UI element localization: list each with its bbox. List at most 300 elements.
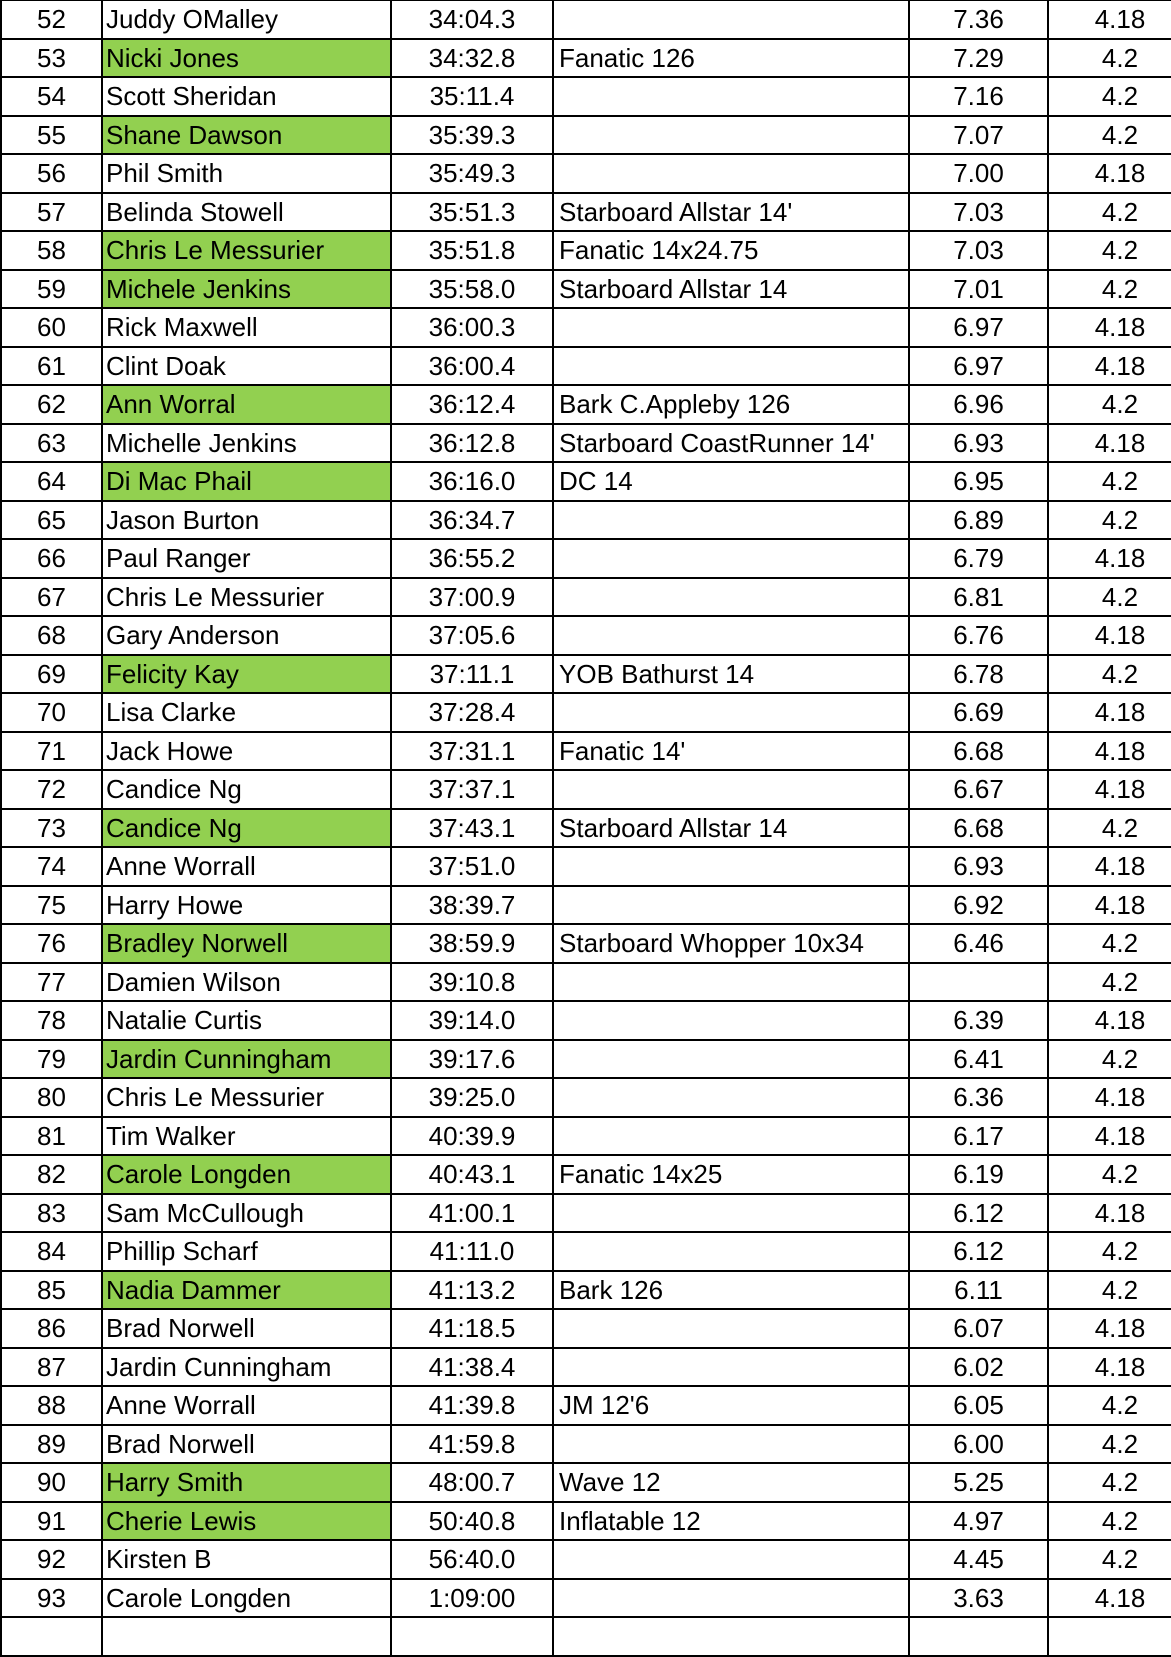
cell-speed[interactable]: 7.03 — [909, 231, 1048, 270]
cell-factor[interactable]: 4.2 — [1048, 1463, 1171, 1502]
cell-place[interactable]: 54 — [1, 77, 102, 116]
cell-name[interactable]: Jardin Cunningham — [102, 1348, 391, 1387]
cell-place[interactable]: 69 — [1, 655, 102, 694]
table-row — [1, 1040, 1171, 1079]
cell-name[interactable]: Paul Ranger — [102, 539, 391, 578]
cell-place[interactable]: 83 — [1, 1194, 102, 1233]
table-row — [1, 77, 1171, 116]
cell-place[interactable]: 90 — [1, 1463, 102, 1502]
table-row — [1, 1232, 1171, 1271]
cell-factor[interactable]: 4.18 — [1048, 308, 1171, 347]
cell-name-highlighted[interactable]: Felicity Kay — [102, 655, 391, 694]
cell-board[interactable] — [553, 847, 909, 886]
cell-place[interactable]: 52 — [1, 0, 102, 39]
cell-name-highlighted[interactable]: Nadia Dammer — [102, 1271, 391, 1310]
cell-factor[interactable]: 4.18 — [1048, 847, 1171, 886]
table-row — [1, 116, 1171, 155]
table-row — [1, 770, 1171, 809]
table-row — [1, 154, 1171, 193]
cell-time[interactable]: 35:51.3 — [391, 193, 553, 232]
cell-place[interactable]: 66 — [1, 539, 102, 578]
cell-speed[interactable]: 4.45 — [909, 1540, 1048, 1579]
cell-place[interactable]: 63 — [1, 424, 102, 463]
cell-speed[interactable]: 6.76 — [909, 616, 1048, 655]
cell-time[interactable]: 48:00.7 — [391, 1463, 553, 1502]
cell-place[interactable]: 89 — [1, 1425, 102, 1464]
cell-place[interactable]: 60 — [1, 308, 102, 347]
cell-board[interactable]: Fanatic 14x24.75 — [553, 231, 909, 270]
cell-name[interactable]: Michelle Jenkins — [102, 424, 391, 463]
cell-name-highlighted[interactable]: Carole Longden — [102, 1155, 391, 1194]
cell-name[interactable]: Brad Norwell — [102, 1309, 391, 1348]
cell-speed[interactable]: 6.36 — [909, 1078, 1048, 1117]
cell-time[interactable]: 41:18.5 — [391, 1309, 553, 1348]
cell-name[interactable]: Clint Doak — [102, 347, 391, 386]
cell-time[interactable]: 36:34.7 — [391, 501, 553, 540]
cell-place[interactable]: 76 — [1, 924, 102, 963]
cell-time[interactable]: 36:16.0 — [391, 462, 553, 501]
cell-name-highlighted[interactable]: Michele Jenkins — [102, 270, 391, 309]
cell-board[interactable] — [553, 1579, 909, 1618]
cell-factor[interactable]: 4.2 — [1048, 1232, 1171, 1271]
cell-board[interactable] — [553, 1348, 909, 1387]
cell-name-highlighted[interactable]: Shane Dawson — [102, 116, 391, 155]
cell-speed[interactable]: 6.02 — [909, 1348, 1048, 1387]
table-row — [1, 1155, 1171, 1194]
cell-time[interactable]: 41:11.0 — [391, 1232, 553, 1271]
cell-name[interactable]: Jason Burton — [102, 501, 391, 540]
cell-factor[interactable]: 4.2 — [1048, 1386, 1171, 1425]
cell-speed[interactable]: 7.29 — [909, 39, 1048, 78]
cell-time[interactable]: 37:51.0 — [391, 847, 553, 886]
cell-name[interactable]: Scott Sheridan — [102, 77, 391, 116]
cell-factor[interactable]: 4.18 — [1048, 539, 1171, 578]
cell-time[interactable]: 36:12.4 — [391, 385, 553, 424]
cell-speed[interactable]: 7.16 — [909, 77, 1048, 116]
cell-board[interactable] — [553, 578, 909, 617]
cell-time[interactable] — [391, 1617, 553, 1656]
cell-name[interactable]: Gary Anderson — [102, 616, 391, 655]
cell-place[interactable]: 73 — [1, 809, 102, 848]
cell-board[interactable] — [553, 616, 909, 655]
cell-board[interactable] — [553, 1001, 909, 1040]
cell-name-highlighted[interactable]: Chris Le Messurier — [102, 231, 391, 270]
cell-time[interactable]: 34:32.8 — [391, 39, 553, 78]
cell-name-highlighted[interactable]: Candice Ng — [102, 809, 391, 848]
cell-name-highlighted[interactable]: Cherie Lewis — [102, 1502, 391, 1541]
cell-speed[interactable] — [909, 1617, 1048, 1656]
cell-place[interactable]: 57 — [1, 193, 102, 232]
cell-factor[interactable]: 4.18 — [1048, 347, 1171, 386]
cell-board[interactable]: Bark C.Appleby 126 — [553, 385, 909, 424]
cell-place[interactable]: 65 — [1, 501, 102, 540]
cell-name[interactable]: Candice Ng — [102, 770, 391, 809]
table-row — [1, 539, 1171, 578]
cell-place[interactable]: 93 — [1, 1579, 102, 1618]
cell-time[interactable]: 35:11.4 — [391, 77, 553, 116]
cell-board[interactable]: Starboard Allstar 14 — [553, 270, 909, 309]
cell-place[interactable]: 70 — [1, 693, 102, 732]
table-row — [1, 1540, 1171, 1579]
cell-speed[interactable]: 6.78 — [909, 655, 1048, 694]
cell-time[interactable]: 37:11.1 — [391, 655, 553, 694]
cell-speed[interactable]: 6.39 — [909, 1001, 1048, 1040]
cell-place[interactable]: 82 — [1, 1155, 102, 1194]
cell-name-highlighted[interactable]: Jardin Cunningham — [102, 1040, 391, 1079]
cell-name[interactable]: Brad Norwell — [102, 1425, 391, 1464]
cell-speed[interactable]: 6.12 — [909, 1232, 1048, 1271]
cell-speed[interactable]: 6.05 — [909, 1386, 1048, 1425]
cell-name[interactable]: Chris Le Messurier — [102, 578, 391, 617]
cell-place[interactable]: 55 — [1, 116, 102, 155]
cell-name-highlighted[interactable]: Nicki Jones — [102, 39, 391, 78]
cell-board[interactable] — [553, 501, 909, 540]
cell-factor[interactable]: 4.2 — [1048, 1040, 1171, 1079]
cell-name-highlighted[interactable]: Di Mac Phail — [102, 462, 391, 501]
table-row — [1, 270, 1171, 309]
cell-place[interactable]: 74 — [1, 847, 102, 886]
cell-place[interactable]: 58 — [1, 231, 102, 270]
cell-factor[interactable]: 4.18 — [1048, 1194, 1171, 1233]
cell-board[interactable] — [553, 1309, 909, 1348]
cell-place[interactable]: 71 — [1, 732, 102, 771]
cell-factor[interactable]: 4.2 — [1048, 963, 1171, 1002]
table-row — [1, 1117, 1171, 1156]
cell-board[interactable]: Fanatic 126 — [553, 39, 909, 78]
cell-factor[interactable]: 4.18 — [1048, 693, 1171, 732]
cell-place[interactable]: 80 — [1, 1078, 102, 1117]
table-row — [1, 501, 1171, 540]
cell-factor[interactable]: 4.2 — [1048, 116, 1171, 155]
cell-speed[interactable]: 6.93 — [909, 847, 1048, 886]
cell-speed[interactable]: 6.67 — [909, 770, 1048, 809]
cell-speed[interactable]: 6.95 — [909, 462, 1048, 501]
cell-time[interactable]: 41:13.2 — [391, 1271, 553, 1310]
cell-board[interactable] — [553, 693, 909, 732]
cell-board[interactable] — [553, 770, 909, 809]
cell-factor[interactable]: 4.18 — [1048, 1078, 1171, 1117]
cell-board[interactable]: Fanatic 14' — [553, 732, 909, 771]
table-row — [1, 0, 1171, 39]
table-row — [1, 809, 1171, 848]
cell-time[interactable]: 41:00.1 — [391, 1194, 553, 1233]
cell-speed[interactable]: 3.63 — [909, 1579, 1048, 1618]
cell-time[interactable]: 41:59.8 — [391, 1425, 553, 1464]
cell-speed[interactable]: 6.92 — [909, 886, 1048, 925]
cell-time[interactable]: 36:55.2 — [391, 539, 553, 578]
table-row — [1, 655, 1171, 694]
cell-speed[interactable]: 6.41 — [909, 1040, 1048, 1079]
cell-time[interactable]: 1:09:00 — [391, 1579, 553, 1618]
cell-speed[interactable]: 6.93 — [909, 424, 1048, 463]
cell-board[interactable]: Starboard CoastRunner 14' — [553, 424, 909, 463]
cell-place[interactable]: 75 — [1, 886, 102, 925]
cell-time[interactable]: 37:00.9 — [391, 578, 553, 617]
cell-factor[interactable] — [1048, 1617, 1171, 1656]
cell-name[interactable]: Juddy OMalley — [102, 0, 391, 39]
cell-board[interactable]: JM 12'6 — [553, 1386, 909, 1425]
cell-time[interactable]: 36:00.3 — [391, 308, 553, 347]
cell-board[interactable]: Starboard Allstar 14' — [553, 193, 909, 232]
cell-place[interactable]: 79 — [1, 1040, 102, 1079]
cell-time[interactable]: 35:39.3 — [391, 116, 553, 155]
cell-board[interactable]: YOB Bathurst 14 — [553, 655, 909, 694]
table-row — [1, 424, 1171, 463]
cell-factor[interactable]: 4.2 — [1048, 193, 1171, 232]
cell-factor[interactable]: 4.2 — [1048, 462, 1171, 501]
cell-place[interactable]: 67 — [1, 578, 102, 617]
cell-time[interactable]: 50:40.8 — [391, 1502, 553, 1541]
cell-name[interactable]: Harry Howe — [102, 886, 391, 925]
cell-time[interactable]: 40:39.9 — [391, 1117, 553, 1156]
cell-time[interactable]: 38:59.9 — [391, 924, 553, 963]
cell-board[interactable] — [553, 1078, 909, 1117]
cell-factor[interactable]: 4.2 — [1048, 1425, 1171, 1464]
cell-place[interactable]: 62 — [1, 385, 102, 424]
cell-name-highlighted[interactable]: Ann Worral — [102, 385, 391, 424]
table-row — [1, 1386, 1171, 1425]
cell-factor[interactable]: 4.2 — [1048, 924, 1171, 963]
table-row — [1, 732, 1171, 771]
cell-board[interactable] — [553, 1617, 909, 1656]
cell-factor[interactable]: 4.2 — [1048, 809, 1171, 848]
cell-time[interactable]: 39:25.0 — [391, 1078, 553, 1117]
cell-time[interactable]: 39:10.8 — [391, 963, 553, 1002]
cell-factor[interactable]: 4.2 — [1048, 1271, 1171, 1310]
cell-place[interactable]: 87 — [1, 1348, 102, 1387]
cell-board[interactable] — [553, 1117, 909, 1156]
cell-place[interactable]: 88 — [1, 1386, 102, 1425]
cell-time[interactable]: 37:37.1 — [391, 770, 553, 809]
cell-factor[interactable]: 4.2 — [1048, 1155, 1171, 1194]
cell-speed[interactable]: 6.68 — [909, 809, 1048, 848]
cell-speed[interactable]: 6.11 — [909, 1271, 1048, 1310]
cell-board[interactable] — [553, 963, 909, 1002]
cell-speed[interactable]: 7.07 — [909, 116, 1048, 155]
cell-board[interactable]: Starboard Allstar 14 — [553, 809, 909, 848]
cell-time[interactable]: 37:31.1 — [391, 732, 553, 771]
cell-board[interactable] — [553, 308, 909, 347]
cell-time[interactable]: 41:39.8 — [391, 1386, 553, 1425]
cell-time[interactable]: 36:12.8 — [391, 424, 553, 463]
cell-board[interactable]: Inflatable 12 — [553, 1502, 909, 1541]
cell-speed[interactable]: 7.00 — [909, 154, 1048, 193]
cell-place[interactable]: 59 — [1, 270, 102, 309]
cell-factor[interactable]: 4.18 — [1048, 616, 1171, 655]
cell-place[interactable]: 68 — [1, 616, 102, 655]
table-row — [1, 1617, 1171, 1656]
cell-place[interactable]: 61 — [1, 347, 102, 386]
table-row — [1, 578, 1171, 617]
table-row — [1, 1579, 1171, 1618]
cell-speed[interactable]: 5.25 — [909, 1463, 1048, 1502]
cell-speed[interactable]: 6.00 — [909, 1425, 1048, 1464]
table-row — [1, 1502, 1171, 1541]
cell-name[interactable]: Anne Worrall — [102, 1386, 391, 1425]
cell-speed[interactable]: 6.97 — [909, 308, 1048, 347]
cell-time[interactable]: 38:39.7 — [391, 886, 553, 925]
cell-speed[interactable]: 7.01 — [909, 270, 1048, 309]
cell-board[interactable]: Fanatic 14x25 — [553, 1155, 909, 1194]
cell-factor[interactable]: 4.18 — [1048, 770, 1171, 809]
cell-speed[interactable]: 6.68 — [909, 732, 1048, 771]
cell-speed[interactable]: 6.97 — [909, 347, 1048, 386]
cell-name[interactable]: Lisa Clarke — [102, 693, 391, 732]
cell-speed[interactable]: 7.03 — [909, 193, 1048, 232]
cell-factor[interactable]: 4.18 — [1048, 1001, 1171, 1040]
cell-board[interactable] — [553, 154, 909, 193]
cell-speed[interactable]: 6.12 — [909, 1194, 1048, 1233]
cell-board[interactable] — [553, 347, 909, 386]
cell-time[interactable]: 39:14.0 — [391, 1001, 553, 1040]
cell-factor[interactable]: 4.2 — [1048, 578, 1171, 617]
table-row — [1, 847, 1171, 886]
cell-board[interactable] — [553, 1040, 909, 1079]
cell-factor[interactable]: 4.2 — [1048, 1502, 1171, 1541]
cell-time[interactable]: 41:38.4 — [391, 1348, 553, 1387]
cell-name[interactable]: Belinda Stowell — [102, 193, 391, 232]
cell-factor[interactable]: 4.18 — [1048, 1579, 1171, 1618]
cell-name[interactable]: Phillip Scharf — [102, 1232, 391, 1271]
cell-board[interactable]: Starboard Whopper 10x34 — [553, 924, 909, 963]
cell-time[interactable]: 35:58.0 — [391, 270, 553, 309]
cell-name[interactable]: Natalie Curtis — [102, 1001, 391, 1040]
cell-board[interactable] — [553, 1194, 909, 1233]
cell-name[interactable]: Phil Smith — [102, 154, 391, 193]
table-row — [1, 385, 1171, 424]
cell-factor[interactable]: 4.18 — [1048, 1117, 1171, 1156]
table-row — [1, 39, 1171, 78]
cell-name-highlighted[interactable]: Harry Smith — [102, 1463, 391, 1502]
cell-name[interactable]: Carole Longden — [102, 1579, 391, 1618]
cell-factor[interactable]: 4.2 — [1048, 77, 1171, 116]
cell-factor[interactable]: 4.18 — [1048, 154, 1171, 193]
cell-board[interactable] — [553, 886, 909, 925]
cell-time[interactable]: 34:04.3 — [391, 0, 553, 39]
table-row — [1, 693, 1171, 732]
table-row — [1, 1001, 1171, 1040]
cell-factor[interactable]: 4.2 — [1048, 501, 1171, 540]
cell-board[interactable] — [553, 0, 909, 39]
cell-place[interactable]: 92 — [1, 1540, 102, 1579]
cell-factor[interactable]: 4.2 — [1048, 655, 1171, 694]
cell-time[interactable]: 40:43.1 — [391, 1155, 553, 1194]
table-row — [1, 462, 1171, 501]
cell-board[interactable]: DC 14 — [553, 462, 909, 501]
cell-speed[interactable]: 4.97 — [909, 1502, 1048, 1541]
cell-board[interactable]: Bark 126 — [553, 1271, 909, 1310]
cell-factor[interactable]: 4.18 — [1048, 732, 1171, 771]
cell-place[interactable]: 91 — [1, 1502, 102, 1541]
cell-speed[interactable]: 6.46 — [909, 924, 1048, 963]
cell-place[interactable]: 64 — [1, 462, 102, 501]
cell-name[interactable]: Damien Wilson — [102, 963, 391, 1002]
cell-name-highlighted[interactable]: Bradley Norwell — [102, 924, 391, 963]
cell-time[interactable]: 37:28.4 — [391, 693, 553, 732]
table-row — [1, 886, 1171, 925]
cell-factor[interactable]: 4.2 — [1048, 39, 1171, 78]
table-row — [1, 1425, 1171, 1464]
table-row — [1, 1194, 1171, 1233]
cell-time[interactable]: 36:00.4 — [391, 347, 553, 386]
cell-time[interactable]: 39:17.6 — [391, 1040, 553, 1079]
cell-place[interactable]: 77 — [1, 963, 102, 1002]
cell-place[interactable]: 56 — [1, 154, 102, 193]
cell-factor[interactable]: 4.2 — [1048, 1540, 1171, 1579]
cell-board[interactable] — [553, 539, 909, 578]
cell-board[interactable]: Wave 12 — [553, 1463, 909, 1502]
table-row — [1, 1271, 1171, 1310]
cell-name[interactable]: Anne Worrall — [102, 847, 391, 886]
table-row — [1, 308, 1171, 347]
cell-name[interactable]: Rick Maxwell — [102, 308, 391, 347]
table-row — [1, 1348, 1171, 1387]
table-row — [1, 347, 1171, 386]
cell-speed[interactable]: 6.89 — [909, 501, 1048, 540]
cell-time[interactable]: 37:43.1 — [391, 809, 553, 848]
cell-name[interactable]: Chris Le Messurier — [102, 1078, 391, 1117]
cell-factor[interactable]: 4.18 — [1048, 1348, 1171, 1387]
cell-name[interactable]: Tim Walker — [102, 1117, 391, 1156]
cell-place[interactable]: 72 — [1, 770, 102, 809]
cell-place[interactable]: 85 — [1, 1271, 102, 1310]
cell-name[interactable]: Kirsten B — [102, 1540, 391, 1579]
cell-place[interactable]: 84 — [1, 1232, 102, 1271]
cell-speed[interactable]: 6.19 — [909, 1155, 1048, 1194]
cell-factor[interactable]: 4.18 — [1048, 886, 1171, 925]
cell-name[interactable]: Jack Howe — [102, 732, 391, 771]
cell-factor[interactable]: 4.2 — [1048, 385, 1171, 424]
cell-speed[interactable]: 7.36 — [909, 0, 1048, 39]
cell-board[interactable] — [553, 1425, 909, 1464]
cell-board[interactable] — [553, 116, 909, 155]
cell-time[interactable]: 56:40.0 — [391, 1540, 553, 1579]
cell-place[interactable]: 81 — [1, 1117, 102, 1156]
cell-factor[interactable]: 4.2 — [1048, 270, 1171, 309]
cell-factor[interactable]: 4.2 — [1048, 231, 1171, 270]
cell-board[interactable] — [553, 77, 909, 116]
cell-place[interactable] — [1, 1617, 102, 1656]
cell-place[interactable]: 78 — [1, 1001, 102, 1040]
cell-board[interactable] — [553, 1232, 909, 1271]
results-table-body — [1, 0, 1171, 1656]
cell-place[interactable]: 53 — [1, 39, 102, 78]
cell-name[interactable]: Sam McCullough — [102, 1194, 391, 1233]
cell-name[interactable] — [102, 1617, 391, 1656]
table-row — [1, 1309, 1171, 1348]
cell-speed[interactable]: 6.96 — [909, 385, 1048, 424]
cell-time[interactable]: 37:05.6 — [391, 616, 553, 655]
table-row — [1, 924, 1171, 963]
cell-factor[interactable]: 4.18 — [1048, 0, 1171, 39]
table-row — [1, 231, 1171, 270]
table-row — [1, 1463, 1171, 1502]
cell-factor[interactable]: 4.18 — [1048, 1309, 1171, 1348]
cell-speed[interactable]: 6.07 — [909, 1309, 1048, 1348]
cell-speed[interactable]: 6.69 — [909, 693, 1048, 732]
table-row — [1, 193, 1171, 232]
cell-speed[interactable] — [909, 963, 1048, 1002]
table-row — [1, 616, 1171, 655]
cell-time[interactable]: 35:49.3 — [391, 154, 553, 193]
cell-speed[interactable]: 6.17 — [909, 1117, 1048, 1156]
cell-factor[interactable]: 4.18 — [1048, 424, 1171, 463]
cell-time[interactable]: 35:51.8 — [391, 231, 553, 270]
cell-board[interactable] — [553, 1540, 909, 1579]
cell-speed[interactable]: 6.81 — [909, 578, 1048, 617]
cell-place[interactable]: 86 — [1, 1309, 102, 1348]
cell-speed[interactable]: 6.79 — [909, 539, 1048, 578]
